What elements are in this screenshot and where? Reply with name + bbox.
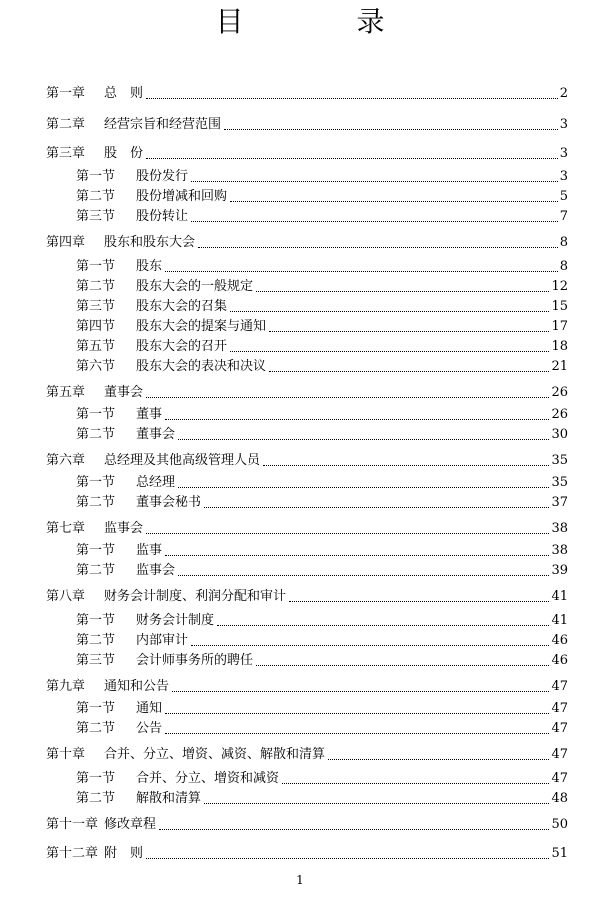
toc-dot-leader xyxy=(191,181,558,182)
toc-entry-title: 董事会 xyxy=(104,385,144,400)
toc-dot-leader xyxy=(159,829,549,830)
toc-entry-label xyxy=(46,845,143,863)
toc-section-entry[interactable] xyxy=(76,720,568,738)
toc-entry-number: 第三章 xyxy=(46,146,86,161)
toc-section-entry[interactable] xyxy=(76,168,568,186)
toc-entry-label xyxy=(46,452,260,470)
toc-entry-title: 董事会 xyxy=(136,427,176,442)
toc-entry-number: 第二节 xyxy=(76,189,116,204)
toc-entry-title: 股东大会的召集 xyxy=(136,299,228,314)
toc-entry-number: 第二节 xyxy=(76,791,116,806)
toc-entry-title: 总 则 xyxy=(104,86,144,101)
toc-chapter-entry[interactable] xyxy=(46,452,568,470)
toc-entry-page: 38 xyxy=(551,543,568,558)
toc-entry-page: 35 xyxy=(551,453,568,468)
toc-entry-label xyxy=(76,542,162,560)
toc-entry-label xyxy=(76,426,175,444)
toc-entry-title: 股份增减和回购 xyxy=(136,189,228,204)
toc-entry-title: 监事 xyxy=(136,543,163,558)
toc-dot-leader xyxy=(204,803,549,804)
toc-section-entry[interactable] xyxy=(76,258,568,276)
toc-section-entry[interactable] xyxy=(76,632,568,650)
toc-dot-leader xyxy=(328,759,549,760)
toc-dot-leader xyxy=(230,351,549,352)
toc-section-entry[interactable] xyxy=(76,700,568,718)
toc-entry-title: 会计师事务所的聘任 xyxy=(136,653,254,668)
toc-entry-number: 第二节 xyxy=(76,495,116,510)
toc-entry-number: 第二节 xyxy=(76,279,116,294)
toc-entry-number: 第六节 xyxy=(76,359,116,374)
toc-entry-page: 51 xyxy=(551,846,568,861)
toc-entry-title: 总经理及其他高级管理人员 xyxy=(104,453,261,468)
toc-entry-number: 第一节 xyxy=(76,613,116,628)
toc-entry-page: 35 xyxy=(551,475,568,490)
toc-entry-page: 47 xyxy=(551,679,568,694)
toc-entry-page: 38 xyxy=(551,521,568,536)
toc-entry-number: 第五章 xyxy=(46,385,86,400)
toc-dot-leader xyxy=(165,419,549,420)
toc-entry-title: 股东 xyxy=(136,259,163,274)
toc-section-entry[interactable] xyxy=(76,298,568,316)
toc-entry-page: 5 xyxy=(559,189,568,204)
toc-entry-page: 47 xyxy=(551,747,568,762)
toc-entry-title: 股东大会的召开 xyxy=(136,339,228,354)
toc-entry-label xyxy=(76,494,201,512)
toc-entry-label xyxy=(76,168,188,186)
toc-entry-label xyxy=(76,258,162,276)
toc-entry-label xyxy=(46,816,156,834)
toc-section-entry[interactable] xyxy=(76,358,568,376)
toc-dot-leader xyxy=(269,331,549,332)
toc-dot-leader xyxy=(146,397,549,398)
toc-entry-label xyxy=(46,520,143,538)
toc-dot-leader xyxy=(165,733,549,734)
toc-entry-label xyxy=(76,632,188,650)
toc-dot-leader xyxy=(230,311,549,312)
toc-entry-page: 47 xyxy=(551,771,568,786)
toc-section-entry[interactable] xyxy=(76,318,568,336)
toc-chapter-entry[interactable] xyxy=(46,588,568,606)
toc-entry-page: 41 xyxy=(551,613,568,628)
toc-section-entry[interactable] xyxy=(76,474,568,492)
toc-entry-number: 第三节 xyxy=(76,299,116,314)
toc-entry-page: 3 xyxy=(559,146,568,161)
toc-section-entry[interactable] xyxy=(76,188,568,206)
toc-dot-leader xyxy=(269,371,549,372)
toc-entry-title: 合并、分立、增资和减资 xyxy=(136,771,280,786)
toc-dot-leader xyxy=(165,271,558,272)
toc-entry-page: 46 xyxy=(551,633,568,648)
toc-entry-title: 股东和股东大会 xyxy=(104,235,196,250)
toc-entry-label xyxy=(76,652,253,670)
toc-entry-title: 财务会计制度、利润分配和审计 xyxy=(104,589,287,604)
toc-section-entry[interactable] xyxy=(76,612,568,630)
toc-entry-page: 47 xyxy=(551,721,568,736)
toc-entry-title: 通知和公告 xyxy=(104,679,170,694)
toc-entry-label xyxy=(76,700,162,718)
toc-entry-title: 公告 xyxy=(136,721,163,736)
toc-entry-title: 股东大会的表决和决议 xyxy=(136,359,267,374)
toc-entry-page: 12 xyxy=(551,279,568,294)
toc-entry-title: 监事会 xyxy=(104,521,144,536)
toc-entry-number: 第十二章 xyxy=(46,846,99,861)
toc-entry-page: 48 xyxy=(551,791,568,806)
toc-chapter-entry[interactable] xyxy=(46,116,568,134)
toc-entry-number: 第十章 xyxy=(46,747,86,762)
toc-entry-page: 8 xyxy=(559,259,568,274)
toc-dot-leader xyxy=(165,555,549,556)
toc-section-entry[interactable] xyxy=(76,652,568,670)
toc-entry-label xyxy=(76,338,227,356)
toc-entry-title: 股份发行 xyxy=(136,169,189,184)
toc-entry-label xyxy=(46,678,169,696)
page-title: 目 录 xyxy=(215,5,437,38)
toc-entry-title: 附 则 xyxy=(104,846,144,861)
toc-entry-page: 41 xyxy=(551,589,568,604)
toc-dot-leader xyxy=(165,713,549,714)
toc-entry-label xyxy=(46,145,143,163)
toc-entry-label xyxy=(76,612,214,630)
toc-chapter-entry[interactable] xyxy=(46,678,568,696)
toc-entry-page: 15 xyxy=(551,299,568,314)
page-number: 1 xyxy=(296,873,304,887)
toc-entry-number: 第一章 xyxy=(46,86,86,101)
toc-entry-title: 财务会计制度 xyxy=(136,613,215,628)
toc-section-entry[interactable] xyxy=(76,426,568,444)
toc-dot-leader xyxy=(230,201,558,202)
toc-entry-number: 第一节 xyxy=(76,259,116,274)
toc-entry-page: 21 xyxy=(551,359,568,374)
toc-chapter-entry[interactable] xyxy=(46,85,568,103)
toc-chapter-entry[interactable] xyxy=(46,145,568,163)
toc-entry-number: 第七章 xyxy=(46,521,86,536)
toc-entry-page: 46 xyxy=(551,653,568,668)
toc-entry-number: 第一节 xyxy=(76,169,116,184)
toc-dot-leader xyxy=(146,858,549,859)
toc-entry-title: 总经理 xyxy=(136,475,176,490)
toc-entry-number: 第一节 xyxy=(76,771,116,786)
toc-entry-page: 8 xyxy=(559,235,568,250)
toc-dot-leader xyxy=(198,247,558,248)
toc-entry-label xyxy=(76,318,266,336)
toc-entry-title: 股 份 xyxy=(104,146,144,161)
toc-dot-leader xyxy=(263,465,549,466)
toc-entry-number: 第八章 xyxy=(46,589,86,604)
toc-entry-page: 37 xyxy=(551,495,568,510)
toc-entry-title: 董事 xyxy=(136,407,163,422)
toc-dot-leader xyxy=(146,533,549,534)
toc-section-entry[interactable] xyxy=(76,406,568,424)
toc-entry-title: 合并、分立、增资、减资、解散和清算 xyxy=(104,747,326,762)
toc-section-entry[interactable] xyxy=(76,494,568,512)
toc-dot-leader xyxy=(172,691,549,692)
toc-entry-page: 50 xyxy=(551,817,568,832)
toc-dot-leader xyxy=(178,487,549,488)
toc-entry-number: 第一节 xyxy=(76,543,116,558)
toc-entry-label xyxy=(76,208,188,226)
toc-entry-number: 第一节 xyxy=(76,407,116,422)
toc-section-entry[interactable] xyxy=(76,208,568,226)
toc-entry-label xyxy=(76,406,162,424)
toc-chapter-entry[interactable] xyxy=(46,816,568,834)
toc-entry-number: 第四章 xyxy=(46,235,86,250)
toc-entry-label xyxy=(46,588,286,606)
toc-entry-page: 30 xyxy=(551,427,568,442)
toc-entry-page: 39 xyxy=(551,563,568,578)
toc-entry-number: 第三节 xyxy=(76,209,116,224)
toc-entry-page: 7 xyxy=(559,209,568,224)
toc-entry-title: 股东大会的提案与通知 xyxy=(136,319,267,334)
toc-entry-page: 47 xyxy=(551,701,568,716)
toc-entry-label xyxy=(46,85,143,103)
toc-entry-number: 第二节 xyxy=(76,563,116,578)
toc-section-entry[interactable] xyxy=(76,338,568,356)
toc-entry-title: 董事会秘书 xyxy=(136,495,202,510)
toc-entry-label xyxy=(46,384,143,402)
toc-entry-label xyxy=(46,234,195,252)
toc-entry-label xyxy=(46,116,221,134)
toc-entry-label xyxy=(76,562,175,580)
toc-chapter-entry[interactable] xyxy=(46,520,568,538)
toc-dot-leader xyxy=(282,783,549,784)
toc-entry-number: 第四节 xyxy=(76,319,116,334)
toc-dot-leader xyxy=(289,601,549,602)
toc-entry-number: 第二节 xyxy=(76,721,116,736)
toc-entry-number: 第六章 xyxy=(46,453,86,468)
toc-section-entry[interactable] xyxy=(76,790,568,808)
toc-chapter-entry[interactable] xyxy=(46,845,568,863)
toc-entry-number: 第二节 xyxy=(76,427,116,442)
toc-entry-title: 监事会 xyxy=(136,563,176,578)
toc-entry-number: 第三节 xyxy=(76,653,116,668)
toc-chapter-entry[interactable] xyxy=(46,234,568,252)
toc-dot-leader xyxy=(178,439,549,440)
toc-entry-page: 3 xyxy=(559,169,568,184)
toc-entry-title: 修改章程 xyxy=(104,817,157,832)
toc-entry-title: 内部审计 xyxy=(136,633,189,648)
toc-entry-page: 3 xyxy=(559,117,568,132)
toc-section-entry[interactable] xyxy=(76,770,568,788)
toc-chapter-entry[interactable] xyxy=(46,384,568,402)
toc-entry-label xyxy=(76,298,227,316)
toc-entry-title: 股东大会的一般规定 xyxy=(136,279,254,294)
toc-entry-page: 18 xyxy=(551,339,568,354)
toc-entry-label xyxy=(76,720,162,738)
toc-dot-leader xyxy=(146,158,558,159)
toc-entry-label xyxy=(76,278,253,296)
toc-dot-leader xyxy=(256,291,549,292)
toc-entry-label xyxy=(76,474,175,492)
toc-dot-leader xyxy=(191,221,558,222)
toc-section-entry[interactable] xyxy=(76,562,568,580)
toc-entry-number: 第十一章 xyxy=(46,817,99,832)
toc-entry-label xyxy=(46,746,325,764)
toc-entry-title: 通知 xyxy=(136,701,163,716)
toc-entry-label xyxy=(76,358,266,376)
toc-dot-leader xyxy=(204,507,549,508)
toc-dot-leader xyxy=(217,625,549,626)
toc-section-entry[interactable] xyxy=(76,542,568,560)
toc-entry-number: 第二节 xyxy=(76,633,116,648)
toc-entry-title: 股份转让 xyxy=(136,209,189,224)
toc-entry-number: 第二章 xyxy=(46,117,86,132)
toc-dot-leader xyxy=(191,645,549,646)
toc-entry-label xyxy=(76,770,279,788)
toc-dot-leader xyxy=(146,98,558,99)
toc-section-entry[interactable] xyxy=(76,278,568,296)
toc-entry-number: 第五节 xyxy=(76,339,116,354)
toc-entry-title: 经营宗旨和经营范围 xyxy=(104,117,222,132)
toc-entry-page: 26 xyxy=(551,385,568,400)
toc-entry-page: 17 xyxy=(551,319,568,334)
toc-entry-title: 解散和清算 xyxy=(136,791,202,806)
toc-dot-leader xyxy=(224,129,558,130)
toc-entry-number: 第九章 xyxy=(46,679,86,694)
toc-entry-page: 26 xyxy=(551,407,568,422)
toc-dot-leader xyxy=(256,665,549,666)
toc-entry-label xyxy=(76,790,201,808)
toc-chapter-entry[interactable] xyxy=(46,746,568,764)
toc-entry-number: 第一节 xyxy=(76,475,116,490)
toc-dot-leader xyxy=(178,575,549,576)
toc-entry-page: 2 xyxy=(559,86,568,101)
toc-entry-number: 第一节 xyxy=(76,701,116,716)
toc-entry-label xyxy=(76,188,227,206)
